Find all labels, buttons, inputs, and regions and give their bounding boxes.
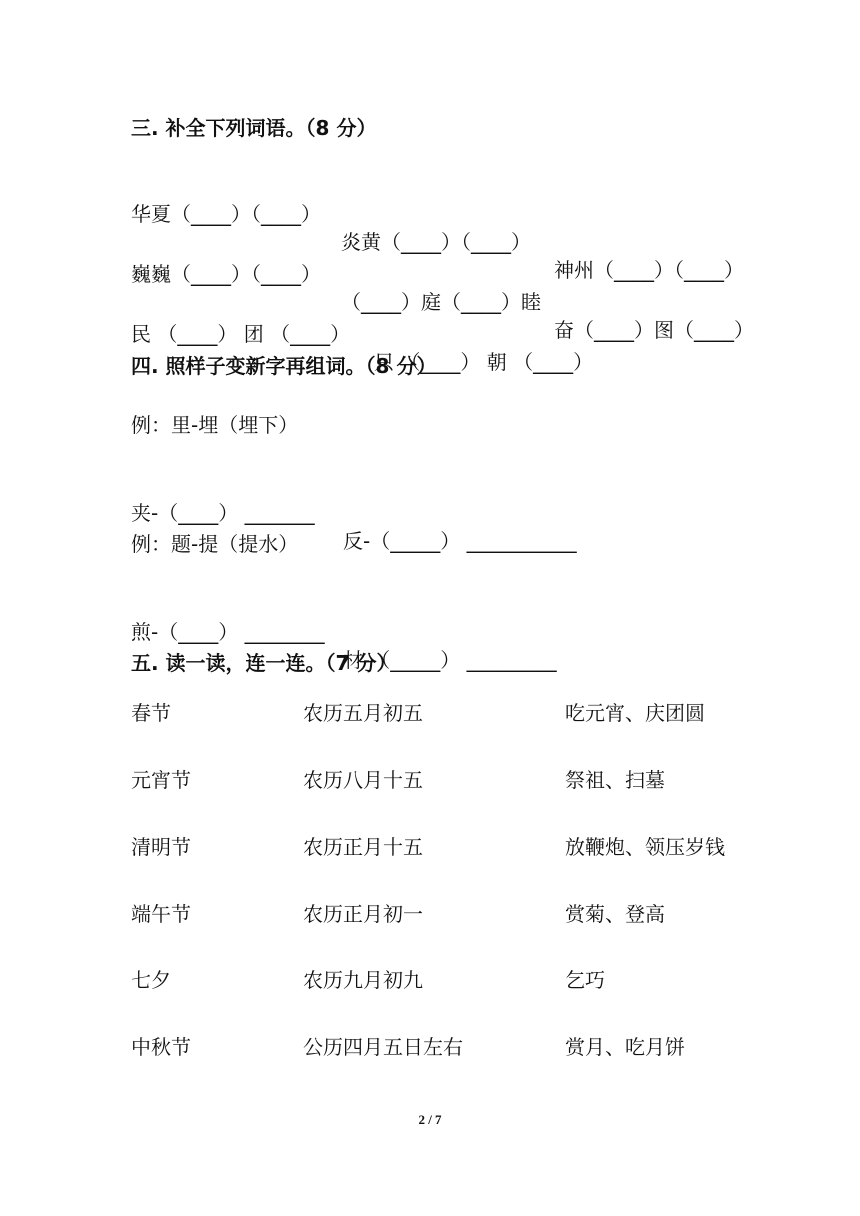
word-blank-item: 民 （____） 团 （____）	[131, 322, 351, 346]
word-blank-item: 巍巍（____）（____）	[131, 262, 321, 286]
new-char-item: 反-（_____） ___________	[343, 529, 577, 553]
new-char-item: 夹-（____） _______	[131, 501, 315, 525]
section4-example1: 例：里-埋（埋下）	[131, 413, 299, 437]
festival-item: 中秋节	[131, 1035, 191, 1059]
custom-item: 赏菊、登高	[565, 902, 665, 926]
date-item: 农历八月十五	[303, 768, 423, 792]
date-item: 公历四月五日左右	[303, 1035, 463, 1059]
word-blank-item: 神州（____）（____）	[554, 258, 744, 282]
word-blank-item: 奋（____）图（____）	[554, 318, 754, 342]
word-blank-item: 只 （____） 朝 （____）	[374, 350, 594, 374]
date-item: 农历正月初一	[303, 902, 423, 926]
section4-heading: 四. 照样子变新字再组词。（8 分）	[131, 354, 437, 378]
custom-item: 吃元宵、庆团圆	[565, 701, 705, 725]
date-item: 农历正月十五	[303, 835, 423, 859]
custom-item: 乞巧	[565, 968, 605, 992]
custom-item: 祭祖、扫墓	[565, 768, 665, 792]
festival-item: 春节	[131, 701, 171, 725]
new-char-item: 材-（_____） _________	[343, 648, 557, 672]
page-number: 2 / 7	[418, 1112, 442, 1127]
word-blank-item: 华夏（____）（____）	[131, 202, 321, 226]
date-item: 农历五月初五	[303, 701, 423, 725]
festival-item: 清明节	[131, 835, 191, 859]
section3-heading: 三. 补全下列词语。（8 分）	[131, 116, 377, 140]
custom-item: 放鞭炮、领压岁钱	[565, 835, 725, 859]
section4-example2: 例：题-提（提水）	[131, 532, 299, 556]
festival-item: 元宵节	[131, 768, 191, 792]
custom-item: 赏月、吃月饼	[565, 1035, 685, 1059]
word-blank-item: 炎黄（____）（____）	[341, 230, 531, 254]
section5-heading: 五. 读一读，连一连。（7 分）	[131, 651, 397, 675]
new-char-item: 煎-（____） ________	[131, 620, 325, 644]
word-blank-item: （____）庭（____）睦	[341, 290, 541, 314]
festival-item: 七夕	[131, 968, 171, 992]
festival-item: 端午节	[131, 902, 191, 926]
date-item: 农历九月初九	[303, 968, 423, 992]
